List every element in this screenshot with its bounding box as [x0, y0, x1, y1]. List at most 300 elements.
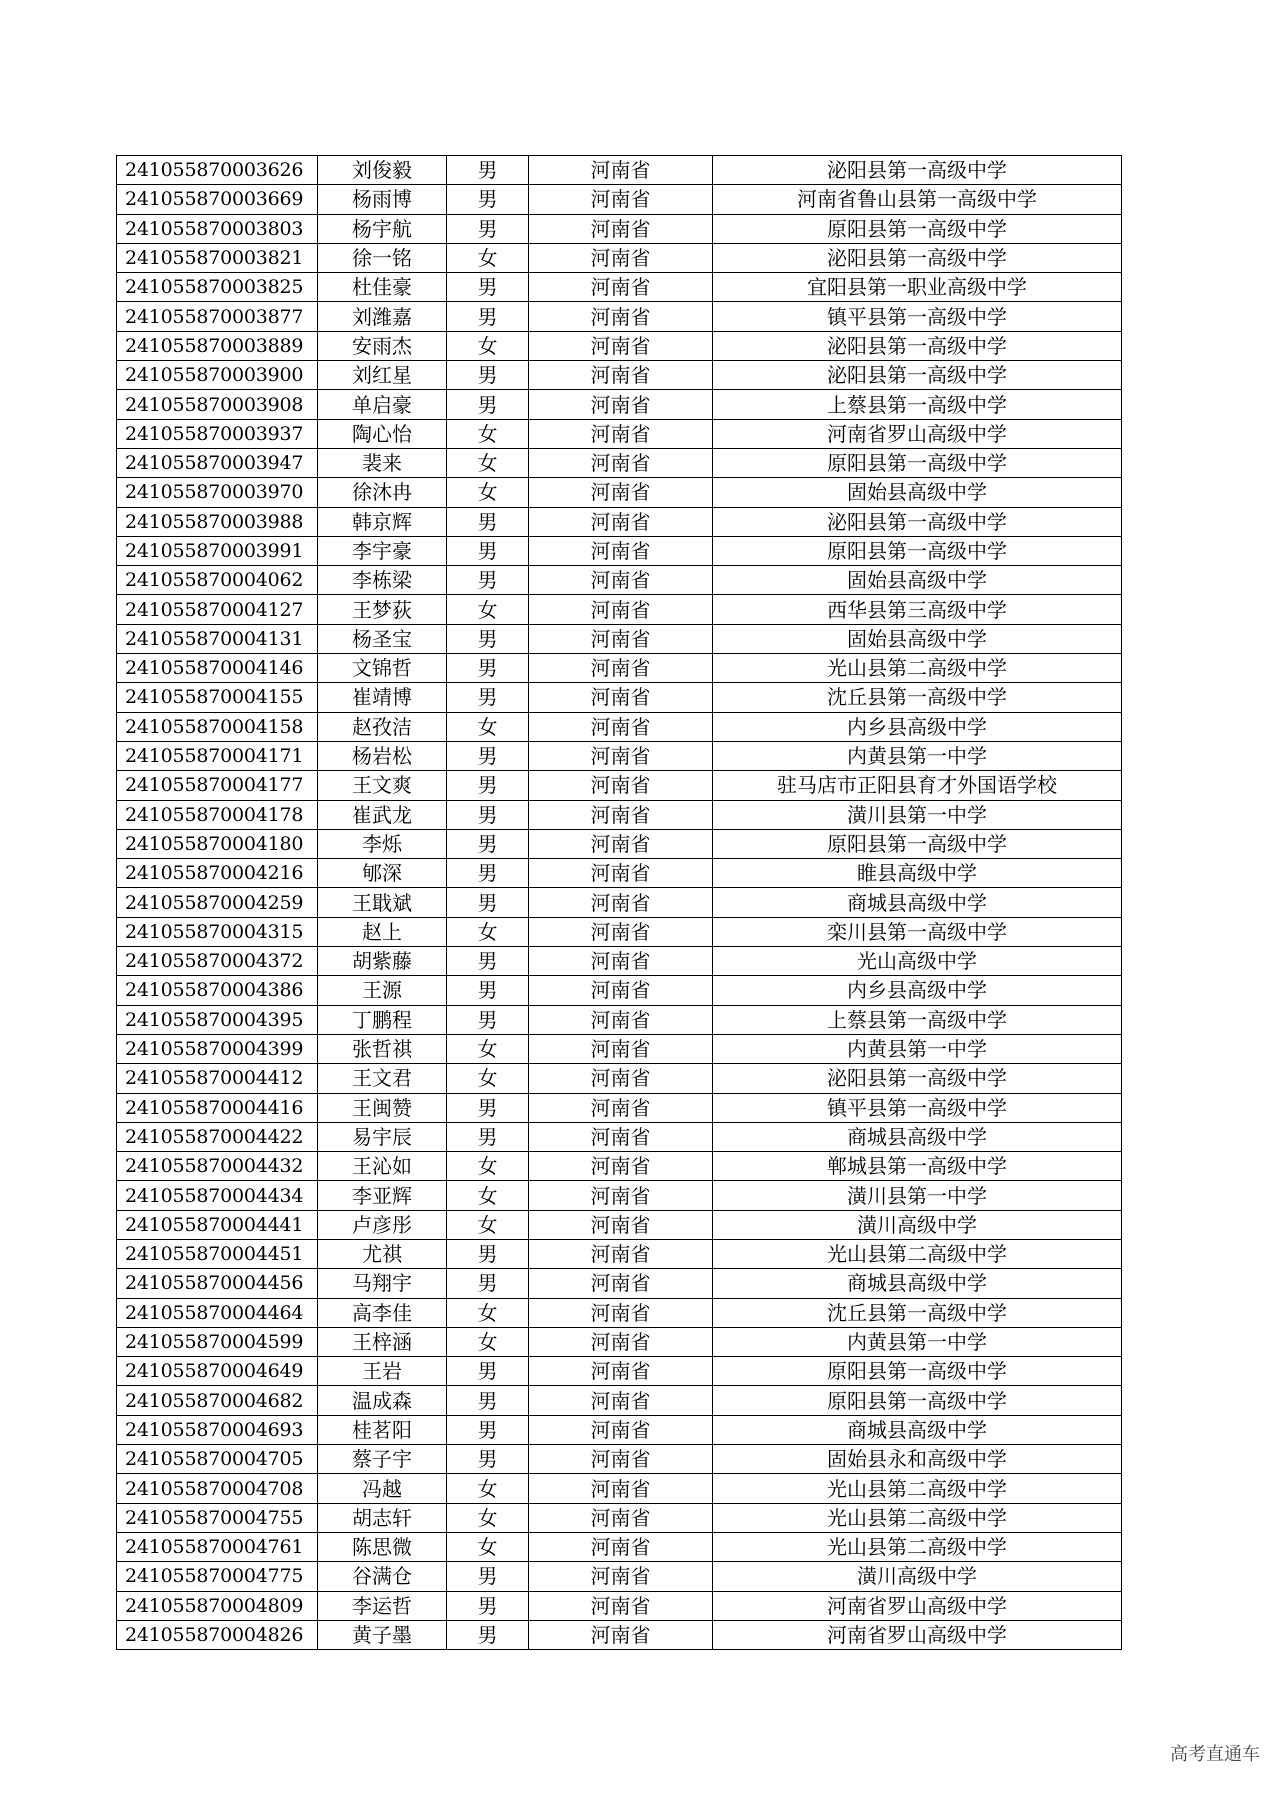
gender-cell: 男: [447, 185, 529, 214]
name-cell: 张哲祺: [318, 1034, 447, 1063]
gender-cell: 男: [447, 1620, 529, 1649]
gender-cell: 男: [447, 1269, 529, 1298]
table-row: [117, 419, 1122, 448]
school-cell: 栾川县第一高级中学: [713, 917, 1122, 946]
exam-id-cell: 241055870004434: [117, 1181, 318, 1210]
name-cell: 李宇豪: [318, 536, 447, 565]
exam-id-cell: 241055870004809: [117, 1591, 318, 1620]
province-cell: 河南省: [529, 771, 713, 800]
gender-cell: 男: [447, 302, 529, 331]
name-cell: 杨宇航: [318, 214, 447, 243]
gender-cell: 女: [447, 1181, 529, 1210]
gender-cell: 男: [447, 156, 529, 185]
exam-id-cell: 241055870003947: [117, 448, 318, 477]
exam-id-cell: 241055870004155: [117, 683, 318, 712]
name-cell: 尤祺: [318, 1239, 447, 1268]
province-cell: 河南省: [529, 683, 713, 712]
exam-id-cell: 241055870004216: [117, 859, 318, 888]
table-row: [117, 771, 1122, 800]
school-cell: 镇平县第一高级中学: [713, 1093, 1122, 1122]
school-cell: 上蔡县第一高级中学: [713, 1005, 1122, 1034]
school-cell: 潢川县第一中学: [713, 800, 1122, 829]
school-cell: 河南省罗山高级中学: [713, 1620, 1122, 1649]
name-cell: 崔武龙: [318, 800, 447, 829]
table-row: [117, 566, 1122, 595]
gender-cell: 男: [447, 654, 529, 683]
name-cell: 杨圣宝: [318, 624, 447, 653]
province-cell: 河南省: [529, 302, 713, 331]
name-cell: 赵上: [318, 917, 447, 946]
gender-cell: 男: [447, 1093, 529, 1122]
gender-cell: 男: [447, 947, 529, 976]
school-cell: 内黄县第一中学: [713, 741, 1122, 770]
exam-id-cell: 241055870004131: [117, 624, 318, 653]
exam-id-cell: 241055870003991: [117, 536, 318, 565]
table-row: [117, 185, 1122, 214]
table-row: [117, 1034, 1122, 1063]
school-cell: 河南省罗山高级中学: [713, 1591, 1122, 1620]
name-cell: 裴来: [318, 448, 447, 477]
exam-id-cell: 241055870004372: [117, 947, 318, 976]
gender-cell: 男: [447, 888, 529, 917]
name-cell: 李烁: [318, 829, 447, 858]
name-cell: 韩京辉: [318, 507, 447, 536]
table-row: [117, 1386, 1122, 1415]
name-cell: 刘俊毅: [318, 156, 447, 185]
gender-cell: 男: [447, 624, 529, 653]
exam-id-cell: 241055870004315: [117, 917, 318, 946]
gender-cell: 男: [447, 1239, 529, 1268]
exam-id-cell: 241055870004178: [117, 800, 318, 829]
table-row: [117, 1357, 1122, 1386]
gender-cell: 男: [447, 1591, 529, 1620]
school-cell: 固始县高级中学: [713, 624, 1122, 653]
province-cell: 河南省: [529, 1181, 713, 1210]
province-cell: 河南省: [529, 1357, 713, 1386]
gender-cell: 男: [447, 771, 529, 800]
province-cell: 河南省: [529, 829, 713, 858]
gender-cell: 男: [447, 390, 529, 419]
table-row: [117, 1093, 1122, 1122]
province-cell: 河南省: [529, 1474, 713, 1503]
school-cell: 内黄县第一中学: [713, 1034, 1122, 1063]
table-body: [117, 156, 1122, 1650]
province-cell: 河南省: [529, 1210, 713, 1239]
table-row: [117, 595, 1122, 624]
table-row: [117, 1503, 1122, 1532]
province-cell: 河南省: [529, 712, 713, 741]
school-cell: 光山县第二高级中学: [713, 654, 1122, 683]
exam-id-cell: 241055870004682: [117, 1386, 318, 1415]
exam-id-cell: 241055870004826: [117, 1620, 318, 1649]
province-cell: 河南省: [529, 595, 713, 624]
province-cell: 河南省: [529, 1269, 713, 1298]
name-cell: 桂茗阳: [318, 1415, 447, 1444]
school-cell: 原阳县第一高级中学: [713, 536, 1122, 565]
school-cell: 河南省罗山高级中学: [713, 419, 1122, 448]
table-row: [117, 888, 1122, 917]
school-cell: 潢川高级中学: [713, 1210, 1122, 1239]
name-cell: 刘红星: [318, 361, 447, 390]
gender-cell: 男: [447, 1122, 529, 1151]
school-cell: 泌阳县第一高级中学: [713, 361, 1122, 390]
school-cell: 沈丘县第一高级中学: [713, 1298, 1122, 1327]
gender-cell: 男: [447, 1386, 529, 1415]
gender-cell: 男: [447, 683, 529, 712]
name-cell: 高李佳: [318, 1298, 447, 1327]
table-row: [117, 478, 1122, 507]
school-cell: 光山县第二高级中学: [713, 1239, 1122, 1268]
table-row: [117, 947, 1122, 976]
name-cell: 徐一铭: [318, 243, 447, 272]
school-cell: 驻马店市正阳县育才外国语学校: [713, 771, 1122, 800]
exam-id-cell: 241055870004386: [117, 976, 318, 1005]
name-cell: 蔡子宇: [318, 1445, 447, 1474]
table-row: [117, 1298, 1122, 1327]
school-cell: 西华县第三高级中学: [713, 595, 1122, 624]
gender-cell: 女: [447, 1532, 529, 1561]
province-cell: 河南省: [529, 654, 713, 683]
exam-id-cell: 241055870004146: [117, 654, 318, 683]
table-row: [117, 1064, 1122, 1093]
province-cell: 河南省: [529, 273, 713, 302]
table-row: [117, 1005, 1122, 1034]
exam-id-cell: 241055870003825: [117, 273, 318, 302]
name-cell: 王源: [318, 976, 447, 1005]
name-cell: 刘潍嘉: [318, 302, 447, 331]
gender-cell: 女: [447, 478, 529, 507]
province-cell: 河南省: [529, 1620, 713, 1649]
table-row: [117, 1327, 1122, 1356]
exam-id-cell: 241055870004761: [117, 1532, 318, 1561]
exam-id-cell: 241055870004158: [117, 712, 318, 741]
exam-id-cell: 241055870004464: [117, 1298, 318, 1327]
province-cell: 河南省: [529, 947, 713, 976]
name-cell: 王梓涵: [318, 1327, 447, 1356]
exam-id-cell: 241055870003937: [117, 419, 318, 448]
table-row: [117, 1415, 1122, 1444]
school-cell: 宜阳县第一职业高级中学: [713, 273, 1122, 302]
gender-cell: 女: [447, 917, 529, 946]
exam-id-cell: 241055870004399: [117, 1034, 318, 1063]
exam-id-cell: 241055870004180: [117, 829, 318, 858]
exam-id-cell: 241055870004755: [117, 1503, 318, 1532]
name-cell: 赵孜洁: [318, 712, 447, 741]
watermark: 高考直通车: [1170, 1744, 1260, 1765]
school-cell: 潢川县第一中学: [713, 1181, 1122, 1210]
province-cell: 河南省: [529, 741, 713, 770]
province-cell: 河南省: [529, 976, 713, 1005]
gender-cell: 男: [447, 976, 529, 1005]
province-cell: 河南省: [529, 419, 713, 448]
province-cell: 河南省: [529, 1415, 713, 1444]
school-cell: 光山县第二高级中学: [713, 1532, 1122, 1561]
gender-cell: 女: [447, 331, 529, 360]
name-cell: 李运哲: [318, 1591, 447, 1620]
gender-cell: 男: [447, 1357, 529, 1386]
gender-cell: 女: [447, 1034, 529, 1063]
gender-cell: 男: [447, 361, 529, 390]
province-cell: 河南省: [529, 214, 713, 243]
gender-cell: 女: [447, 712, 529, 741]
school-cell: 原阳县第一高级中学: [713, 214, 1122, 243]
name-cell: 胡紫藤: [318, 947, 447, 976]
province-cell: 河南省: [529, 1386, 713, 1415]
exam-id-cell: 241055870004259: [117, 888, 318, 917]
school-cell: 商城县高级中学: [713, 888, 1122, 917]
gender-cell: 女: [447, 1327, 529, 1356]
table-row: [117, 917, 1122, 946]
name-cell: 黄子墨: [318, 1620, 447, 1649]
exam-id-cell: 241055870003626: [117, 156, 318, 185]
school-cell: 光山高级中学: [713, 947, 1122, 976]
name-cell: 文锦哲: [318, 654, 447, 683]
school-cell: 原阳县第一高级中学: [713, 448, 1122, 477]
school-cell: 泌阳县第一高级中学: [713, 156, 1122, 185]
exam-id-cell: 241055870003970: [117, 478, 318, 507]
province-cell: 河南省: [529, 1239, 713, 1268]
exam-id-cell: 241055870004705: [117, 1445, 318, 1474]
name-cell: 胡志轩: [318, 1503, 447, 1532]
table-row: [117, 1210, 1122, 1239]
name-cell: 王戢斌: [318, 888, 447, 917]
name-cell: 杨雨博: [318, 185, 447, 214]
name-cell: 王闽赞: [318, 1093, 447, 1122]
province-cell: 河南省: [529, 448, 713, 477]
name-cell: 杜佳豪: [318, 273, 447, 302]
table-row: [117, 683, 1122, 712]
school-cell: 光山县第二高级中学: [713, 1503, 1122, 1532]
name-cell: 李栋梁: [318, 566, 447, 595]
exam-id-cell: 241055870003821: [117, 243, 318, 272]
school-cell: 原阳县第一高级中学: [713, 829, 1122, 858]
school-cell: 原阳县第一高级中学: [713, 1357, 1122, 1386]
table-row: [117, 507, 1122, 536]
province-cell: 河南省: [529, 888, 713, 917]
gender-cell: 男: [447, 273, 529, 302]
name-cell: 王沁如: [318, 1152, 447, 1181]
table-row: [117, 1152, 1122, 1181]
exam-id-cell: 241055870004412: [117, 1064, 318, 1093]
exam-id-cell: 241055870004649: [117, 1357, 318, 1386]
gender-cell: 女: [447, 448, 529, 477]
exam-id-cell: 241055870004693: [117, 1415, 318, 1444]
table-row: [117, 156, 1122, 185]
exam-id-cell: 241055870004432: [117, 1152, 318, 1181]
province-cell: 河南省: [529, 536, 713, 565]
name-cell: 丁鹏程: [318, 1005, 447, 1034]
school-cell: 商城县高级中学: [713, 1415, 1122, 1444]
name-cell: 王岩: [318, 1357, 447, 1386]
exam-id-cell: 241055870003889: [117, 331, 318, 360]
province-cell: 河南省: [529, 1327, 713, 1356]
exam-id-cell: 241055870003988: [117, 507, 318, 536]
name-cell: 徐沐冉: [318, 478, 447, 507]
table-row: [117, 1122, 1122, 1151]
table-row: [117, 654, 1122, 683]
school-cell: 泌阳县第一高级中学: [713, 331, 1122, 360]
school-cell: 沈丘县第一高级中学: [713, 683, 1122, 712]
name-cell: 杨岩松: [318, 741, 447, 770]
gender-cell: 男: [447, 1562, 529, 1591]
gender-cell: 男: [447, 1445, 529, 1474]
table-row: [117, 1591, 1122, 1620]
province-cell: 河南省: [529, 156, 713, 185]
gender-cell: 男: [447, 859, 529, 888]
school-cell: 睢县高级中学: [713, 859, 1122, 888]
gender-cell: 女: [447, 419, 529, 448]
school-cell: 内乡县高级中学: [713, 712, 1122, 741]
exam-id-cell: 241055870003669: [117, 185, 318, 214]
province-cell: 河南省: [529, 478, 713, 507]
exam-id-cell: 241055870004395: [117, 1005, 318, 1034]
province-cell: 河南省: [529, 1005, 713, 1034]
exam-id-cell: 241055870004171: [117, 741, 318, 770]
province-cell: 河南省: [529, 185, 713, 214]
school-cell: 上蔡县第一高级中学: [713, 390, 1122, 419]
school-cell: 商城县高级中学: [713, 1122, 1122, 1151]
school-cell: 潢川高级中学: [713, 1562, 1122, 1591]
table-row: [117, 1532, 1122, 1561]
name-cell: 冯越: [318, 1474, 447, 1503]
gender-cell: 女: [447, 1298, 529, 1327]
gender-cell: 女: [447, 1503, 529, 1532]
gender-cell: 男: [447, 829, 529, 858]
table-row: [117, 214, 1122, 243]
gender-cell: 女: [447, 1064, 529, 1093]
exam-id-cell: 241055870004416: [117, 1093, 318, 1122]
name-cell: 陈思微: [318, 1532, 447, 1561]
name-cell: 安雨杰: [318, 331, 447, 360]
exam-id-cell: 241055870004422: [117, 1122, 318, 1151]
name-cell: 单启豪: [318, 390, 447, 419]
province-cell: 河南省: [529, 1034, 713, 1063]
province-cell: 河南省: [529, 243, 713, 272]
name-cell: 谷满仓: [318, 1562, 447, 1591]
name-cell: 马翔宇: [318, 1269, 447, 1298]
name-cell: 王文君: [318, 1064, 447, 1093]
school-cell: 泌阳县第一高级中学: [713, 1064, 1122, 1093]
school-cell: 原阳县第一高级中学: [713, 1386, 1122, 1415]
name-cell: 卢彦彤: [318, 1210, 447, 1239]
name-cell: 温成森: [318, 1386, 447, 1415]
province-cell: 河南省: [529, 1152, 713, 1181]
table-row: [117, 536, 1122, 565]
province-cell: 河南省: [529, 800, 713, 829]
table-row: [117, 243, 1122, 272]
table-row: [117, 1269, 1122, 1298]
gender-cell: 男: [447, 800, 529, 829]
exam-id-cell: 241055870004177: [117, 771, 318, 800]
table-row: [117, 361, 1122, 390]
gender-cell: 男: [447, 1005, 529, 1034]
table-row: [117, 390, 1122, 419]
gender-cell: 女: [447, 243, 529, 272]
province-cell: 河南省: [529, 566, 713, 595]
school-cell: 光山县第二高级中学: [713, 1474, 1122, 1503]
exam-id-cell: 241055870003877: [117, 302, 318, 331]
exam-id-cell: 241055870003803: [117, 214, 318, 243]
exam-id-cell: 241055870003908: [117, 390, 318, 419]
gender-cell: 女: [447, 1210, 529, 1239]
gender-cell: 男: [447, 566, 529, 595]
exam-id-cell: 241055870004456: [117, 1269, 318, 1298]
exam-id-cell: 241055870004127: [117, 595, 318, 624]
table-row: [117, 741, 1122, 770]
school-cell: 固始县高级中学: [713, 566, 1122, 595]
province-cell: 河南省: [529, 624, 713, 653]
table-row: [117, 1445, 1122, 1474]
gender-cell: 女: [447, 1474, 529, 1503]
school-cell: 内黄县第一中学: [713, 1327, 1122, 1356]
school-cell: 镇平县第一高级中学: [713, 302, 1122, 331]
name-cell: 王文爽: [318, 771, 447, 800]
table-row: [117, 448, 1122, 477]
name-cell: 易宇辰: [318, 1122, 447, 1151]
table-row: [117, 1562, 1122, 1591]
admission-list-table: [116, 155, 1122, 1650]
province-cell: 河南省: [529, 917, 713, 946]
province-cell: 河南省: [529, 1122, 713, 1151]
school-cell: 商城县高级中学: [713, 1269, 1122, 1298]
exam-id-cell: 241055870003900: [117, 361, 318, 390]
name-cell: 郇深: [318, 859, 447, 888]
table-row: [117, 624, 1122, 653]
gender-cell: 男: [447, 507, 529, 536]
exam-id-cell: 241055870004775: [117, 1562, 318, 1591]
school-cell: 内乡县高级中学: [713, 976, 1122, 1005]
province-cell: 河南省: [529, 1562, 713, 1591]
province-cell: 河南省: [529, 331, 713, 360]
name-cell: 李亚辉: [318, 1181, 447, 1210]
exam-id-cell: 241055870004441: [117, 1210, 318, 1239]
exam-id-cell: 241055870004708: [117, 1474, 318, 1503]
exam-id-cell: 241055870004062: [117, 566, 318, 595]
province-cell: 河南省: [529, 1064, 713, 1093]
province-cell: 河南省: [529, 507, 713, 536]
gender-cell: 男: [447, 1415, 529, 1444]
table-row: [117, 1474, 1122, 1503]
province-cell: 河南省: [529, 859, 713, 888]
school-cell: 固始县永和高级中学: [713, 1445, 1122, 1474]
school-cell: 郸城县第一高级中学: [713, 1152, 1122, 1181]
province-cell: 河南省: [529, 1093, 713, 1122]
name-cell: 王梦荻: [318, 595, 447, 624]
table-row: [117, 273, 1122, 302]
table-row: [117, 1620, 1122, 1649]
exam-id-cell: 241055870004451: [117, 1239, 318, 1268]
gender-cell: 女: [447, 595, 529, 624]
province-cell: 河南省: [529, 1503, 713, 1532]
table-row: [117, 859, 1122, 888]
name-cell: 陶心怡: [318, 419, 447, 448]
table-row: [117, 829, 1122, 858]
province-cell: 河南省: [529, 1532, 713, 1561]
province-cell: 河南省: [529, 1445, 713, 1474]
gender-cell: 男: [447, 214, 529, 243]
table-row: [117, 976, 1122, 1005]
table-row: [117, 712, 1122, 741]
school-cell: 河南省鲁山县第一高级中学: [713, 185, 1122, 214]
gender-cell: 男: [447, 536, 529, 565]
province-cell: 河南省: [529, 1298, 713, 1327]
school-cell: 泌阳县第一高级中学: [713, 507, 1122, 536]
table-row: [117, 1181, 1122, 1210]
name-cell: 崔靖博: [318, 683, 447, 712]
table-row: [117, 1239, 1122, 1268]
table-row: [117, 331, 1122, 360]
table-row: [117, 302, 1122, 331]
